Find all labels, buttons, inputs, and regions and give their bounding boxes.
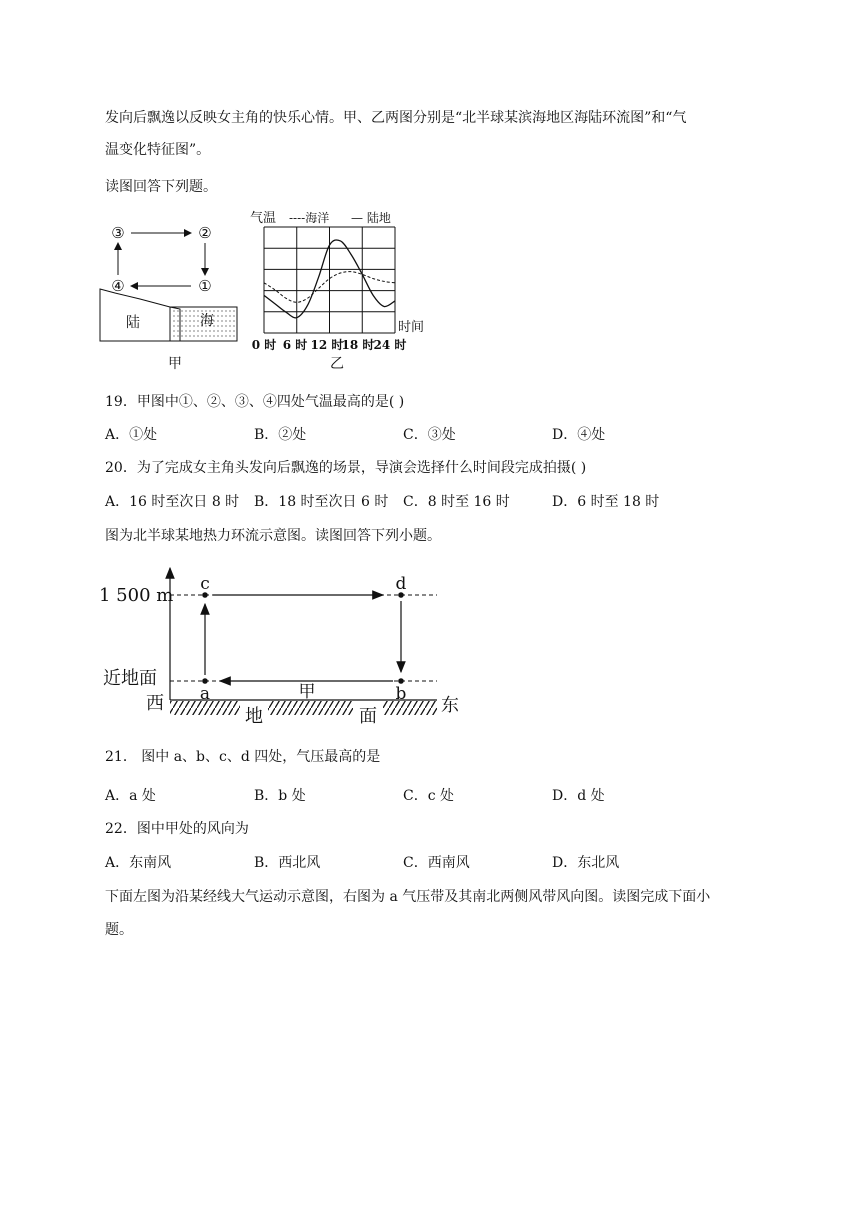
point-a — [202, 678, 208, 684]
figure-jia — [95, 215, 245, 375]
q21-option-c[interactable]: C．c 处 — [403, 788, 455, 804]
q20-option-d[interactable]: D．6 时至 18 时 — [552, 494, 660, 510]
land-label: 陆 — [126, 315, 140, 331]
intro3-line-1: 下面左图为沿某经线大气运动示意图，右图为 a 气压带及其南北两侧风带风向图。读图完成下面小 — [105, 889, 711, 905]
point-c-label: c — [200, 574, 210, 594]
intro-line-3: 读图回答下列题。 — [105, 179, 217, 195]
label-west: 西 — [146, 693, 164, 714]
intro-line-2: 温变化特征图”。 — [105, 142, 211, 158]
caption-yi: 乙 — [330, 356, 344, 372]
legend-sea: ----海洋 — [289, 211, 330, 225]
point-d-label: d — [395, 574, 407, 594]
q19-option-b[interactable]: B．②处 — [254, 427, 307, 443]
figure-yi — [245, 205, 425, 377]
tick-24: 24 时 — [373, 338, 407, 352]
label-jia: 甲 — [298, 682, 316, 702]
q20-option-b[interactable]: B．18 时至次日 6 时 — [254, 494, 389, 510]
q22-stem: 22．图中甲处的风向为 — [105, 821, 249, 837]
sea-label: 海 — [200, 313, 214, 329]
q21-option-a[interactable]: A．a 处 — [105, 788, 156, 804]
legend-land: — 陆地 — [351, 211, 391, 225]
label-ground: 近地面 — [103, 668, 157, 689]
q22-option-c[interactable]: C．西南风 — [403, 855, 470, 871]
point-b-label: b — [395, 684, 407, 704]
tick-0: 0 时 — [251, 338, 277, 352]
circ-label-4: ④ — [111, 277, 125, 295]
intro-line-1: 发向后飘逸以反映女主角的快乐心情。甲、乙两图分别是“北半球某滨海地区海陆环流图”和“气 — [105, 110, 687, 126]
q19-option-c[interactable]: C．③处 — [403, 427, 456, 443]
intro3-line-2: 题。 — [105, 922, 133, 938]
tick-18: 18 时 — [341, 338, 375, 352]
circ-label-1: ① — [198, 277, 212, 295]
q21-option-d[interactable]: D．d 处 — [552, 788, 605, 804]
land-shape — [100, 289, 180, 341]
caption-jia: 甲 — [168, 356, 182, 372]
q19-stem: 19．甲图中①、②、③、④四处气温最高的是( ) — [105, 394, 405, 410]
point-b — [398, 678, 404, 684]
q19-option-d[interactable]: D．④处 — [552, 427, 606, 443]
ground-hatch-3 — [383, 701, 437, 715]
label-1500m: 1 500 m — [99, 585, 174, 606]
label-east: 东 — [441, 695, 459, 716]
q19-option-a[interactable]: A．①处 — [105, 427, 158, 443]
thermal-circulation-figure — [95, 558, 475, 730]
q20-stem: 20．为了完成女主角头发向后飘逸的场景，导演会选择什么时间段完成拍摄( ) — [105, 460, 587, 476]
ground-hatch-2 — [268, 701, 353, 715]
chart-ylabel: 气温 — [250, 211, 277, 226]
q21-option-b[interactable]: B．b 处 — [254, 788, 306, 804]
q22-option-d[interactable]: D．东北风 — [552, 855, 620, 871]
chart-xlabel: 时间 — [398, 320, 425, 335]
ground-char-2: 面 — [359, 706, 377, 727]
point-a-label: a — [199, 684, 211, 704]
q20-option-c[interactable]: C．8 时至 16 时 — [403, 494, 510, 510]
ground-char-1: 地 — [245, 706, 263, 727]
q22-option-b[interactable]: B．西北风 — [254, 855, 321, 871]
q22-option-a[interactable]: A．东南风 — [105, 855, 172, 871]
tick-12: 12 时 — [310, 338, 344, 352]
q20-option-a[interactable]: A．16 时至次日 8 时 — [105, 494, 240, 510]
tick-6: 6 时 — [282, 338, 308, 352]
circ-label-3: ③ — [111, 224, 125, 242]
circ-label-2: ② — [198, 224, 212, 242]
chart-grid — [264, 227, 395, 333]
intro2: 图为北半球某地热力环流示意图。读图回答下列小题。 — [105, 528, 441, 544]
q21-stem: 21． 图中 a、b、c、d 四处，气压最高的是 — [105, 749, 381, 765]
